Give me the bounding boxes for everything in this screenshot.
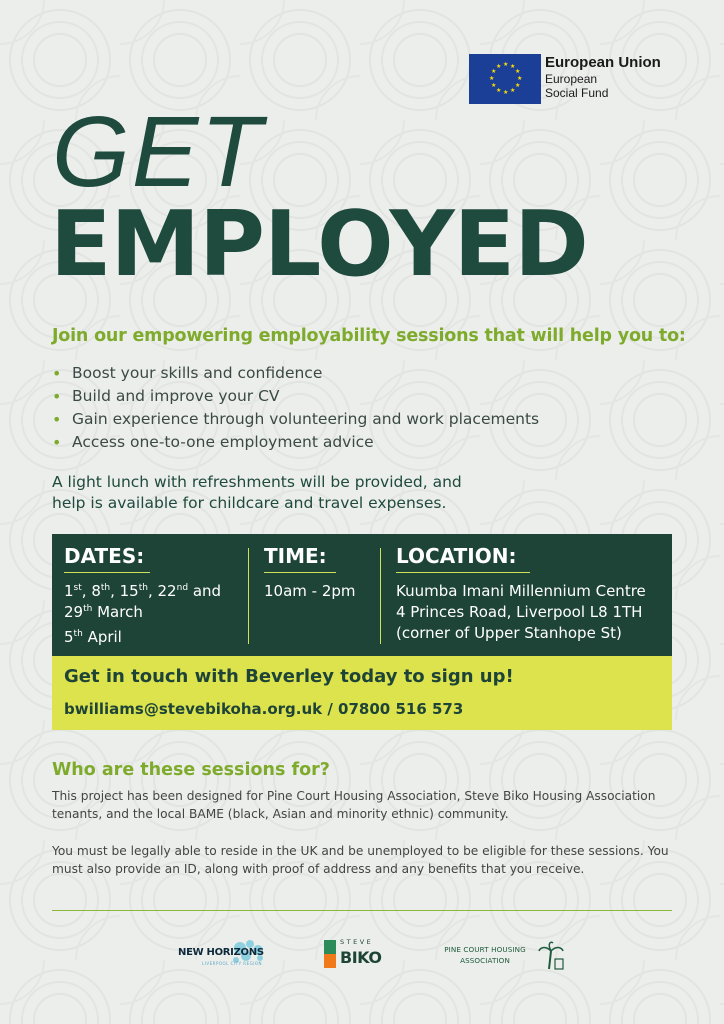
location-text: Kuumba Imani Millennium Centre 4 Princes Road, Liverpool L8 1TH (corner of Upper Stanhope St) xyxy=(396,582,646,642)
intro-text: Join our empowering employability sessions that will help you to: xyxy=(52,326,686,346)
benefits-list xyxy=(52,362,539,454)
new-horizons-tag: LIVERPOOL CITY REGION xyxy=(202,961,263,966)
contact-details[interactable]: bwilliams@stevebikoha.org.uk / 07800 516 573 xyxy=(64,700,464,718)
svg-text:★: ★ xyxy=(515,82,521,89)
headline-employed: EMPLOYED xyxy=(50,192,588,297)
lunch-note: A light lunch with refreshments will be provided, and help is available for childcare and travel expenses. xyxy=(52,473,462,512)
dates-column xyxy=(64,534,234,648)
svg-text:★: ★ xyxy=(496,63,502,70)
svg-text:★: ★ xyxy=(517,75,523,82)
time-column xyxy=(264,534,374,602)
svg-text:★: ★ xyxy=(510,87,516,94)
eu-logo xyxy=(469,54,661,104)
headline-get: GET xyxy=(52,96,264,208)
footer-divider xyxy=(52,910,672,911)
location-heading: LOCATION: xyxy=(396,544,517,568)
eu-title: European Union xyxy=(545,54,661,71)
info-panel xyxy=(52,534,672,656)
new-horizons-name: NEW HORIZONS xyxy=(178,947,264,958)
time-heading: TIME: xyxy=(264,544,327,568)
eu-subtitle-line1: European xyxy=(545,72,598,86)
signup-title: Get in touch with Beverley today to sign up! xyxy=(64,666,514,687)
pine-court-name-line1: PINE COURT HOUSING xyxy=(444,945,526,954)
svg-text:★: ★ xyxy=(510,63,516,70)
list-item: • Gain experience through volunteering and work placements xyxy=(52,408,539,431)
svg-text:★: ★ xyxy=(503,89,509,96)
who-paragraph-1: This project has been designed for Pine Court Housing Association, Steve Biko Housing Association tenants, and the local BAME (black, Asian and minority ethnic) community. xyxy=(52,789,656,821)
list-item: • Access one-to-one employment advice xyxy=(52,431,539,454)
steve-biko-biko: BIKO xyxy=(340,948,382,967)
new-horizons-logo xyxy=(176,938,272,970)
svg-text:★: ★ xyxy=(489,75,495,82)
svg-text:★: ★ xyxy=(491,82,497,89)
eu-flag-icon xyxy=(469,54,541,104)
who-paragraph-2: You must be legally able to reside in the UK and be unemployed to be eligible for these sessions. You must also provide an ID, along with proof of address and any benefits that you receive. xyxy=(52,844,669,876)
pine-court-name-line2: ASSOCIATION xyxy=(460,956,510,965)
dates-heading: DATES: xyxy=(64,544,145,568)
palm-tree-icon xyxy=(537,941,565,971)
svg-text:★: ★ xyxy=(515,68,521,75)
steve-biko-logo xyxy=(322,938,386,972)
dates-text: 1st, 8th, 15th, 22nd and 29th March 5th April xyxy=(64,582,222,646)
location-column xyxy=(396,534,666,644)
time-text: 10am - 2pm xyxy=(264,582,356,600)
svg-text:★: ★ xyxy=(491,68,497,75)
list-item: • Boost your skills and confidence xyxy=(52,362,539,385)
steve-biko-steve: STEVE xyxy=(340,938,374,946)
list-item: • Build and improve your CV xyxy=(52,385,539,408)
signup-banner xyxy=(52,656,672,730)
who-heading: Who are these sessions for? xyxy=(52,760,330,780)
svg-text:★: ★ xyxy=(496,87,502,94)
pine-court-logo xyxy=(435,941,565,971)
svg-text:★: ★ xyxy=(503,61,509,68)
eu-subtitle-line2: Social Fund xyxy=(545,86,609,101)
